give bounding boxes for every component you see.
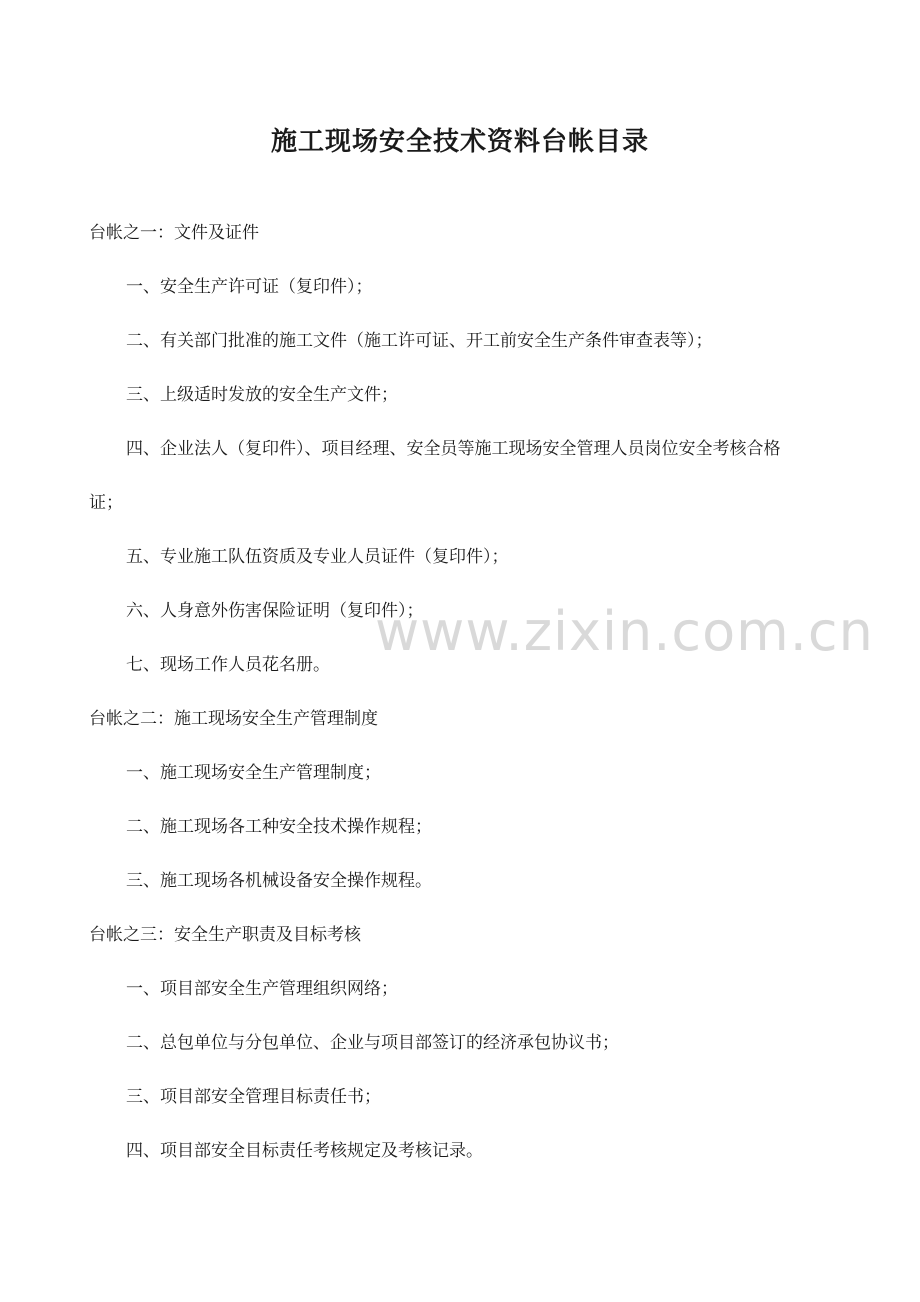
section-heading-2: 台帐之二：施工现场安全生产管理制度: [89, 709, 378, 729]
document-title: 施工现场安全技术资料台帐目录: [270, 127, 649, 157]
list-item: 七、现场工作人员花名册。: [126, 655, 330, 675]
list-item-continuation: 证；: [89, 493, 123, 513]
section-heading-1: 台帐之一：文件及证件: [89, 223, 259, 243]
list-item: 三、上级适时发放的安全生产文件；: [126, 385, 398, 405]
list-item: 一、施工现场安全生产管理制度；: [126, 763, 381, 783]
list-item: 四、项目部安全目标责任考核规定及考核记录。: [126, 1141, 483, 1161]
list-item: 二、施工现场各工种安全技术操作规程；: [126, 817, 432, 837]
list-item: 五、专业施工队伍资质及专业人员证件（复印件）；: [126, 547, 509, 567]
list-item: 二、有关部门批准的施工文件（施工许可证、开工前安全生产条件审查表等）；: [126, 331, 713, 351]
list-item: 六、人身意外伤害保险证明（复印件）；: [126, 601, 424, 621]
list-item: 三、项目部安全管理目标责任书；: [126, 1087, 381, 1107]
list-item: 一、项目部安全生产管理组织网络；: [126, 979, 398, 999]
list-item: 三、施工现场各机械设备安全操作规程。: [126, 871, 432, 891]
list-item: 四、企业法人（复印件）、项目经理、安全员等施工现场安全管理人员岗位安全考核合格: [126, 439, 781, 459]
list-item: 一、安全生产许可证（复印件）；: [126, 277, 373, 297]
section-heading-3: 台帐之三：安全生产职责及目标考核: [89, 925, 361, 945]
watermark: www.zixin.com.cn: [375, 600, 874, 663]
list-item: 二、总包单位与分包单位、企业与项目部签订的经济承包协议书；: [126, 1033, 619, 1053]
